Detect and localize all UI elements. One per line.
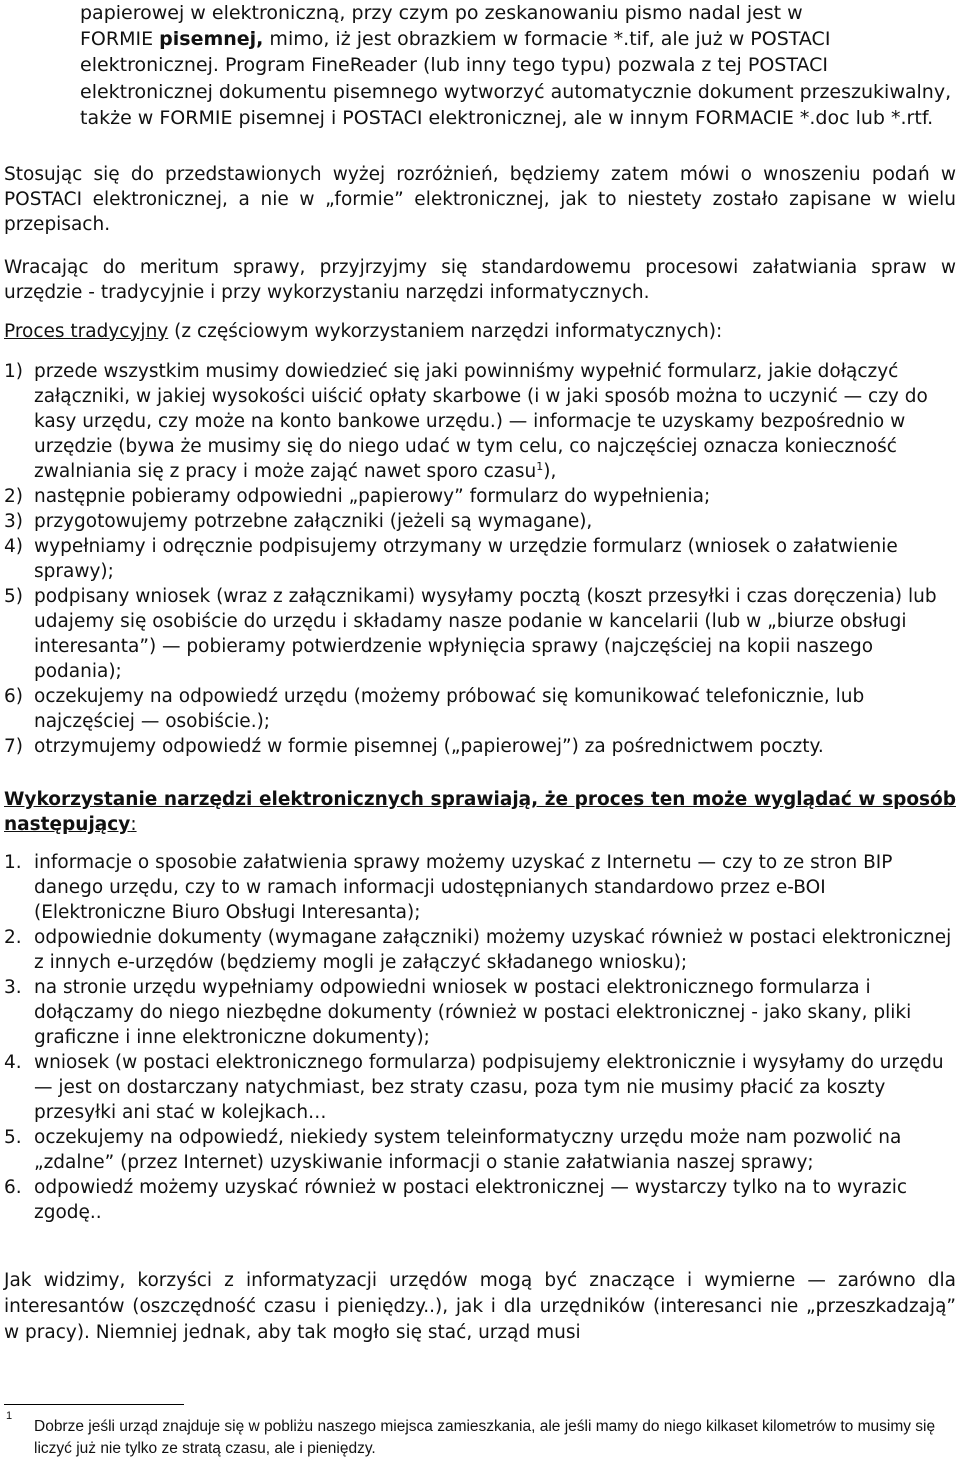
- list-item-number: 6): [4, 686, 23, 707]
- list-item-text: na stronie urzędu wypełniamy odpowiedni wniosek w postaci elektronicznego formularza i dołączamy do niego niezbędne dokumenty (również w postaci elektronicznej - jako skany, pliki graficzne i inne elektroniczne dokumenty);: [34, 977, 912, 1048]
- list-item-text: oczekujemy na odpowiedź urzędu (możemy próbować się komunikować telefonicznie, lub najczęściej — osobiście.);: [34, 686, 865, 732]
- footnote-reference: 1: [536, 459, 544, 473]
- intro-pisemnej-bold: pisemnej,: [159, 28, 264, 50]
- list-item: [4, 925, 956, 975]
- list-item-number: 1): [4, 361, 23, 382]
- list-item: [4, 359, 956, 484]
- list-item-text: odpowiedź możemy uzyskać również w postaci elektronicznej — wystarczy tylko na to wyrazic zgodę..: [34, 1177, 908, 1223]
- traditional-steps-list: [4, 359, 956, 759]
- list-item: [4, 584, 956, 684]
- list-item: [4, 1125, 956, 1175]
- list-item-number: 7): [4, 736, 23, 757]
- list-item: [4, 1050, 956, 1125]
- list-item-number: 5): [4, 586, 23, 607]
- paragraph-stosujac: Stosując się do przedstawionych wyżej rozróżnień, będziemy zatem mówi o wnoszeniu podań w POSTACI elektronicznej, a nie w „formie” elektronicznej, jak to niestety zostało zapisane w wielu przepisach.: [4, 164, 956, 235]
- footnote-text: Dobrze jeśli urząd znajduje się w pobliżu naszego miejsca zamieszkania, ale jeśli mamy do niego kilkaset kilometrów to musimy się liczyć już nie tylko ze stratą czasu, ale i pieniędzy.: [34, 1418, 936, 1457]
- list-item-text: następnie pobieramy odpowiedni „papierowy” formularz do wypełnienia;: [34, 486, 711, 507]
- intro-line-1-text: papierowej w elektroniczną, przy czym po zeskanowaniu pismo nadal jest w: [80, 2, 803, 24]
- list-item-number: 2.: [4, 927, 22, 948]
- list-item: [4, 534, 956, 584]
- list-item: [4, 975, 956, 1050]
- list-item-text: informacje o sposobie załatwienia sprawy możemy uzyskać z Internetu — czy to ze stron BIP danego urzędu, czy to w ramach informacji udostępnianych standardowo przez e-BOI (Elektroniczne Biuro Obsługi Interesanta);: [34, 852, 893, 923]
- intro-line-2-a: FORMIE: [80, 28, 160, 50]
- heading-traditional-rest: (z częściowym wykorzystaniem narzędzi informatycznych):: [168, 321, 723, 342]
- list-item-text: odpowiednie dokumenty (wymagane załączniki) możemy uzyskać również w postaci elektronicznej z innych e-urzędów (będziemy mogli je załączyć składanego wniosku);: [34, 927, 952, 973]
- footnote: 1 Dobrze jeśli urząd znajduje się w pobliżu naszego miejsca zamieszkania, ale jeśli mamy do niego kilkaset kilometrów to musimy się liczyć już nie tylko ze stratą czasu, ale i pieniędzy.: [6, 1410, 936, 1457]
- section-heading-traditional: [4, 319, 956, 344]
- intro-rest-text: elektronicznej. Program FineReader (lub inny tego typu) pozwala z tej POSTACI elektronicznej dokumentu pisemnego wytworzyć automatycznie dokument przeszukiwalny, także w FORMIE pisemnej i POSTACI elektronicznej, ale w innym FORMACIE *.doc lub *.rtf.: [80, 54, 952, 130]
- paragraph-conclusion: Jak widzimy, korzyści z informatyzacji urzędów mogą być znaczące i wymierne — zarówno dla interesantów (oszczędność czasu i pieniędzy..), jak i dla urzędników (interesanci nie „przeszkadzają” w pracy). Niemniej jednak, aby tak mogło się stać, urząd musi: [4, 1270, 956, 1343]
- list-item-text: wniosek (w postaci elektronicznego formularza) podpisujemy elektronicznie i wysyłamy do urzędu — jest on dostarczany natychmiast, bez straty czasu, poza tym nie musimy płacić za koszty przesyłki ani stać w kolejkach…: [34, 1052, 944, 1123]
- list-item-text: otrzymujemy odpowiedź w formie pisemnej („papierowej”) za pośrednictwem poczty.: [34, 736, 824, 757]
- list-item-text: podpisany wniosek (wraz z załącznikami) wysyłamy pocztą (koszt przesyłki i czas doręczenia) lub udajemy się osobiście do urzędu i składamy nasze podanie w kancelarii (lub w „biurze obsługi interesanta”) — pobieramy potwierdzenie wpłynięcia sprawy (najczęściej na kopii naszego podania);: [34, 586, 937, 682]
- list-item-number: 3.: [4, 977, 22, 998]
- list-item-text: przede wszystkim musimy dowiedzieć się jaki powinniśmy wypełnić formularz, jakie dołączyć załączniki, w jakiej wysokości uiścić opłaty skarbowe (i w jaki sposób można to uczynić — czy do kasy urzędu, czy może na konto bankowe urzędu.) — informacje te uzyskamy bezpośrednio w urzędzie (bywa że musimy się do niego udać w tym celu, co najczęściej oznacza konieczność zwalniania się z pracy i może zająć nawet sporo czasu: [34, 361, 928, 482]
- list-item: [4, 850, 956, 925]
- list-item-number: 4): [4, 536, 23, 557]
- list-item-number: 5.: [4, 1127, 22, 1148]
- list-item-text: przygotowujemy potrzebne załączniki (jeżeli są wymagane),: [34, 511, 593, 532]
- list-item-text: wypełniamy i odręcznie podpisujemy otrzymany w urzędzie formularz (wniosek o załatwienie sprawy);: [34, 536, 898, 582]
- footnote-separator: [4, 1404, 184, 1405]
- list-item-tail: ),: [543, 461, 557, 482]
- section-heading-electronic: [4, 787, 956, 837]
- list-item: [4, 1175, 956, 1225]
- list-item: [4, 484, 956, 509]
- intro-line-2: [80, 26, 956, 53]
- list-item-number: 1.: [4, 852, 22, 873]
- electronic-steps-list: [4, 850, 956, 1225]
- paragraph-wracajac: Wracając do meritum sprawy, przyjrzyjmy się standardowemu procesowi załatwiania spraw w urzędzie - tradycyjnie i przy wykorzystaniu narzędzi informatycznych.: [4, 257, 956, 303]
- intro-rest: [80, 52, 956, 132]
- heading-proces-tradycyjny: Proces tradycyjny: [4, 321, 169, 342]
- intro-line-1: [80, 0, 956, 27]
- list-item: [4, 509, 956, 534]
- heading-electronic-colon: :: [130, 814, 137, 835]
- list-item-number: 6.: [4, 1177, 22, 1198]
- list-item-number: 3): [4, 511, 23, 532]
- list-item: [4, 684, 956, 734]
- list-item-text: oczekujemy na odpowiedź, niekiedy system teleinformatyczny urzędu może nam pozwolić na „zdalne” (przez Internet) uzyskiwanie informacji o stanie załatwiania naszej sprawy;: [34, 1127, 902, 1173]
- list-item-number: 4.: [4, 1052, 22, 1073]
- heading-electronic-text: Wykorzystanie narzędzi elektronicznych sprawiają, że proces ten może wyglądać w sposób następujący: [4, 789, 956, 835]
- intro-line-2-c: mimo, iż jest obrazkiem w formacie *.tif, ale już w POSTACI: [263, 28, 831, 50]
- list-item: [4, 734, 956, 759]
- list-item-number: 2): [4, 486, 23, 507]
